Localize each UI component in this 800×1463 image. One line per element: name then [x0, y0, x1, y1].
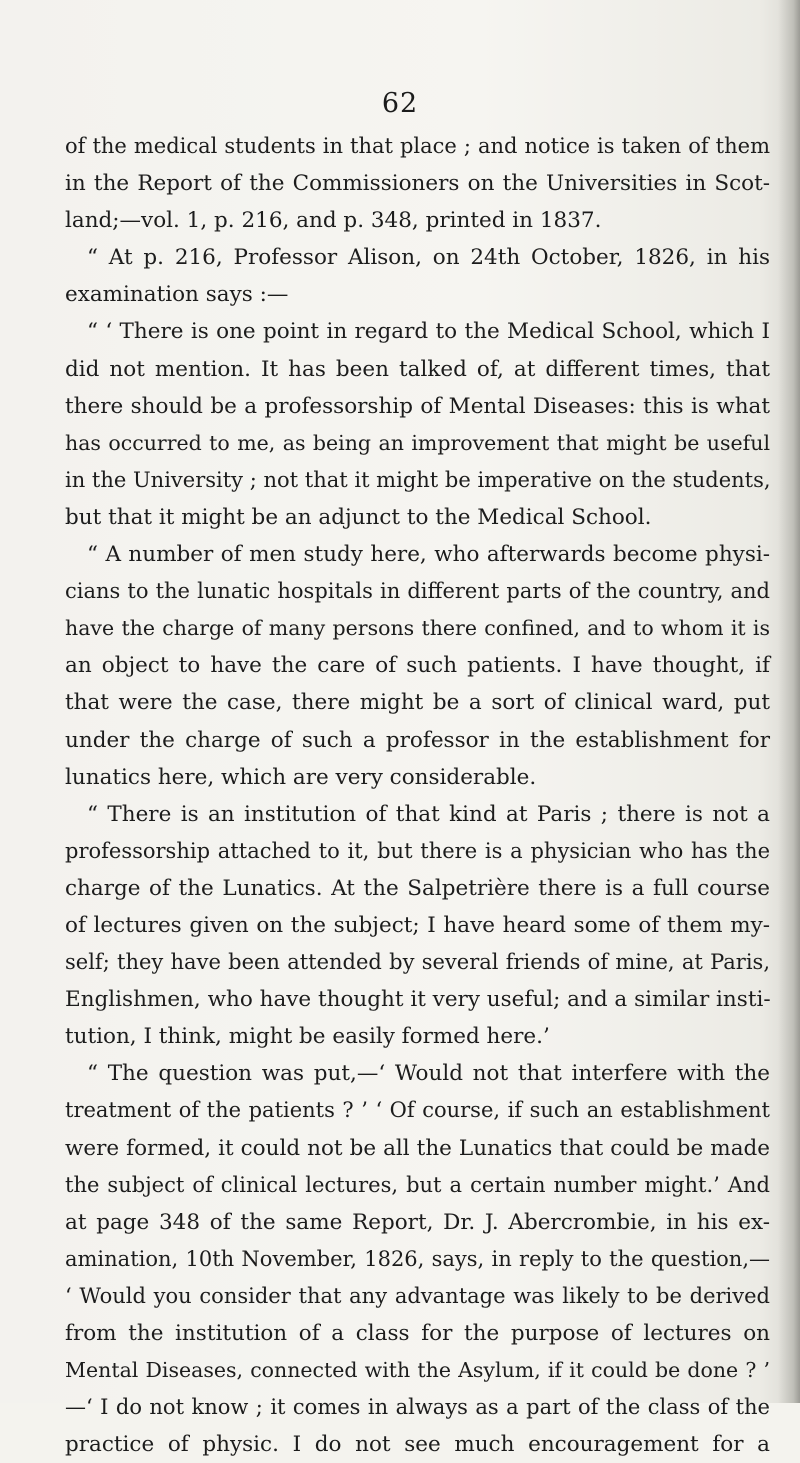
- text-line: cians to the lunatic hospitals in different parts of the country, and: [65, 579, 770, 604]
- text-line: of the medical students in that place ; and notice is taken of them: [65, 134, 770, 158]
- text-line: were formed, it could not be all the Lunatics that could be made: [65, 1135, 770, 1161]
- text-line: but that it might be an adjunct to the Medical School.: [65, 504, 652, 530]
- text-line: did not mention. It has been talked of, at different times, that: [65, 356, 770, 382]
- text-line: tution, I think, might be easily formed here.’: [65, 1024, 550, 1050]
- text-line: from the institution of a class for the purpose of lectures on: [65, 1321, 770, 1346]
- text-line: an object to have the care of such patients. I have thought, if: [65, 653, 770, 679]
- text-line: there should be a professorship of Mental Diseases: this is what: [65, 393, 770, 419]
- text-line: “ The question was put,—‘ Would not that interfere with the: [87, 1061, 770, 1087]
- text-line: amination, 10th November, 1826, says, in reply to the question,—: [65, 1246, 770, 1271]
- text-line: has occurred to me, as being an improvement that might be useful: [65, 430, 770, 455]
- text-line: lunatics here, which are very considerable.: [65, 764, 537, 790]
- body-text: [65, 128, 770, 1463]
- text-line: ‘ Would you consider that any advantage was likely to be derived: [65, 1283, 770, 1308]
- text-line: in the Report of the Commissioners on the Universities in Scot-: [65, 171, 770, 197]
- text-line: have the charge of many persons there confined, and to whom it is: [65, 616, 770, 641]
- text-line: professorship attached to it, but there is a physician who has the: [65, 838, 770, 863]
- page-number: 62: [381, 88, 419, 119]
- text-line: land;—vol. 1, p. 216, and p. 348, printed in 1837.: [65, 208, 602, 234]
- text-line: Englishmen, who have thought it very useful; and a similar insti-: [65, 987, 771, 1013]
- text-line: examination says :—: [65, 282, 289, 308]
- text-line: “ A number of men study here, who afterwards become physi-: [87, 542, 770, 568]
- text-line: the subject of clinical lectures, but a certain number might.’ And: [65, 1172, 770, 1197]
- text-line: that were the case, there might be a sort of clinical ward, put: [65, 690, 770, 716]
- text-line: —‘ I do not know ; it comes in always as a part of the class of the: [65, 1395, 770, 1420]
- text-line: “ There is an institution of that kind at Paris ; there is not a: [87, 801, 770, 827]
- text-line: treatment of the patients ? ’ ‘ Of course, if such an establishment: [65, 1098, 770, 1123]
- text-line: self; they have been attended by several friends of mine, at Paris,: [65, 950, 770, 975]
- page-edge-shadow: [778, 0, 800, 1403]
- text-line: “ ‘ There is one point in regard to the Medical School, which I: [87, 319, 770, 345]
- text-line: in the University ; not that it might be imperative on the students,: [65, 467, 771, 492]
- text-line: at page 348 of the same Report, Dr. J. Abercrombie, in his ex-: [65, 1209, 770, 1235]
- text-line: of lectures given on the subject; I have heard some of them my-: [65, 912, 770, 938]
- text-line: “ At p. 216, Professor Alison, on 24th October, 1826, in his: [87, 245, 770, 271]
- text-line: charge of the Lunatics. At the Salpetrière there is a full course: [65, 875, 770, 901]
- text-line: practice of physic. I do not see much encouragement for a: [65, 1432, 770, 1458]
- text-line: Mental Diseases, connected with the Asylum, if it could be done ? ’: [65, 1358, 770, 1383]
- text-line: under the charge of such a professor in the establishment for: [65, 727, 770, 753]
